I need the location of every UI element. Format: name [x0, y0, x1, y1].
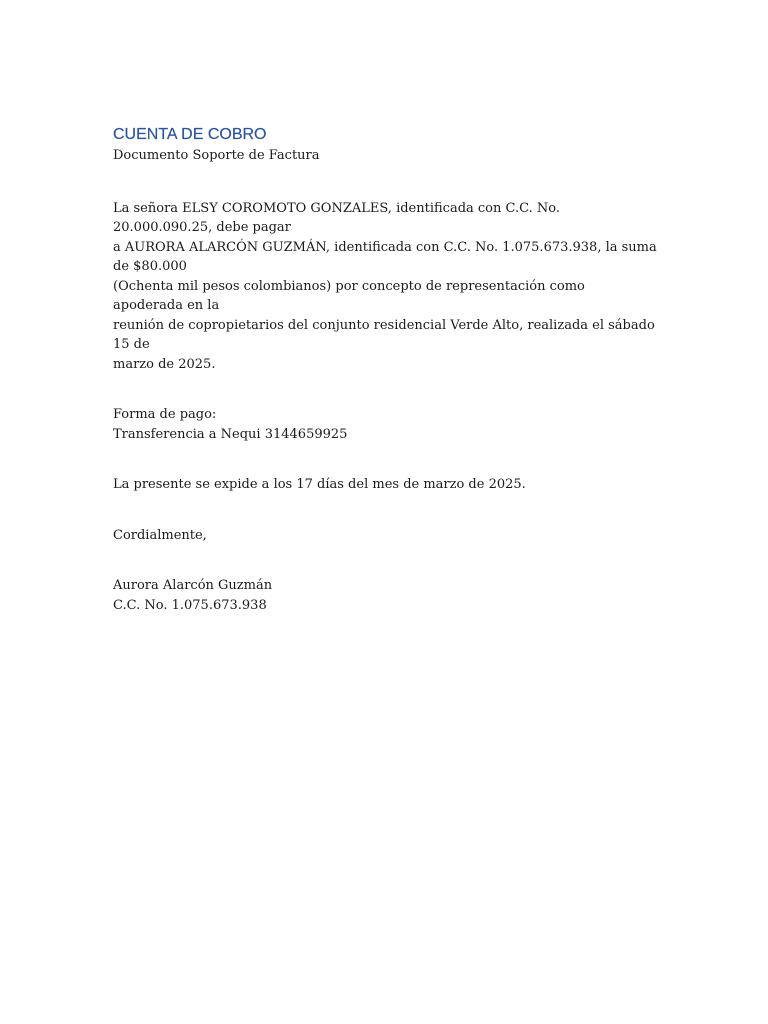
document-title: CUENTA DE COBRO — [113, 126, 267, 143]
body-line: reunión de copropietarios del conjunto residencial Verde Alto, realizada el sábado 15 de — [113, 317, 655, 352]
body-line: a AURORA ALARCÓN GUZMÁN, identificada con C.C. No. 1.075.673.938, la suma de $80.000 — [113, 239, 657, 274]
payment-label: Forma de pago: — [113, 407, 217, 422]
signature-block — [113, 576, 658, 615]
signature-name: Aurora Alarcón Guzmán — [113, 578, 273, 593]
body-line: (Ochenta mil pesos colombianos) por concepto de representación como apoderada en la — [113, 278, 585, 313]
signature-id: C.C. No. 1.075.673.938 — [113, 597, 267, 613]
payment-method: Transferencia a Nequi 3144659925 — [113, 426, 348, 442]
body-line: marzo de 2025. — [113, 356, 216, 372]
issued-statement: La presente se expide a los 17 días del mes de marzo de 2025. — [113, 477, 526, 492]
payment-section — [113, 405, 658, 444]
document-content — [113, 124, 658, 615]
body-line: La señora ELSY COROMOTO GONZALES, identificada con C.C. No. 20.000.090.25, debe pagar — [113, 200, 560, 235]
document-subtitle: Documento Soporte de Factura — [113, 148, 320, 163]
closing-salutation: Cordialmente, — [113, 527, 207, 543]
body-paragraph — [113, 199, 658, 375]
